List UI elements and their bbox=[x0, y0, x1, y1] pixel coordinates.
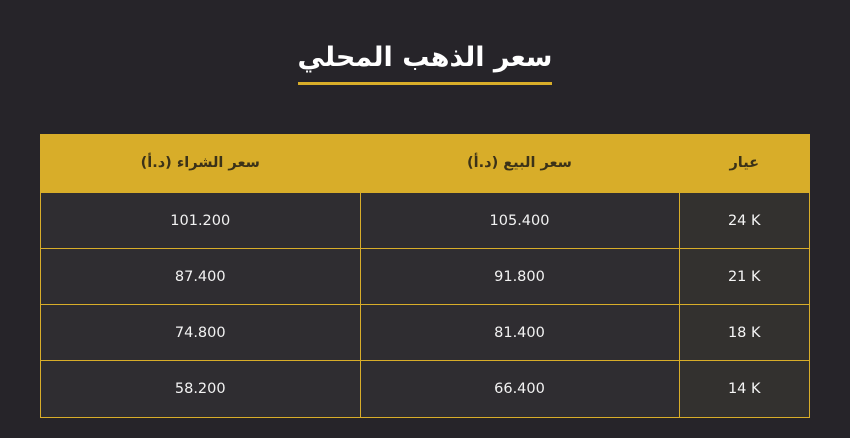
cell-buy-price bbox=[41, 193, 360, 249]
cell-buy-price bbox=[41, 305, 360, 361]
cell-buy-price bbox=[41, 361, 360, 417]
karat-value: 24 K bbox=[727, 212, 761, 229]
page-title: سعر الذهب المحلي bbox=[298, 42, 553, 85]
column-header-buy-price: سعر الشراء (د.أ) bbox=[41, 135, 360, 193]
title-section bbox=[0, 0, 850, 104]
buy-price-value: 58.200 bbox=[174, 380, 226, 397]
karat-value: 18 K bbox=[727, 324, 761, 341]
buy-price-value: 74.800 bbox=[174, 324, 226, 341]
table-header bbox=[41, 135, 809, 193]
table-row bbox=[41, 305, 809, 361]
table-row bbox=[41, 249, 809, 305]
cell-sell-price bbox=[360, 361, 679, 417]
cell-karat bbox=[679, 193, 809, 249]
buy-price-value: 87.400 bbox=[174, 268, 226, 285]
cell-buy-price bbox=[41, 249, 360, 305]
table-row bbox=[41, 193, 809, 249]
table-body bbox=[41, 193, 809, 417]
cell-sell-price bbox=[360, 305, 679, 361]
karat-value: 14 K bbox=[727, 380, 761, 397]
cell-sell-price bbox=[360, 249, 679, 305]
column-header-karat: عيار bbox=[679, 135, 809, 193]
gold-price-table bbox=[41, 135, 809, 417]
table-header-row bbox=[41, 135, 809, 193]
buy-price-value: 101.200 bbox=[170, 212, 231, 229]
sell-price-value: 105.400 bbox=[489, 212, 550, 229]
cell-karat bbox=[679, 361, 809, 417]
karat-value: 21 K bbox=[727, 268, 761, 285]
gold-price-table-container bbox=[40, 134, 810, 418]
cell-karat bbox=[679, 249, 809, 305]
sell-price-value: 81.400 bbox=[494, 324, 545, 341]
column-header-sell-price: سعر البيع (د.أ) bbox=[360, 135, 679, 193]
cell-karat bbox=[679, 305, 809, 361]
table-row bbox=[41, 361, 809, 417]
sell-price-value: 91.800 bbox=[494, 268, 545, 285]
sell-price-value: 66.400 bbox=[494, 380, 545, 397]
cell-sell-price bbox=[360, 193, 679, 249]
